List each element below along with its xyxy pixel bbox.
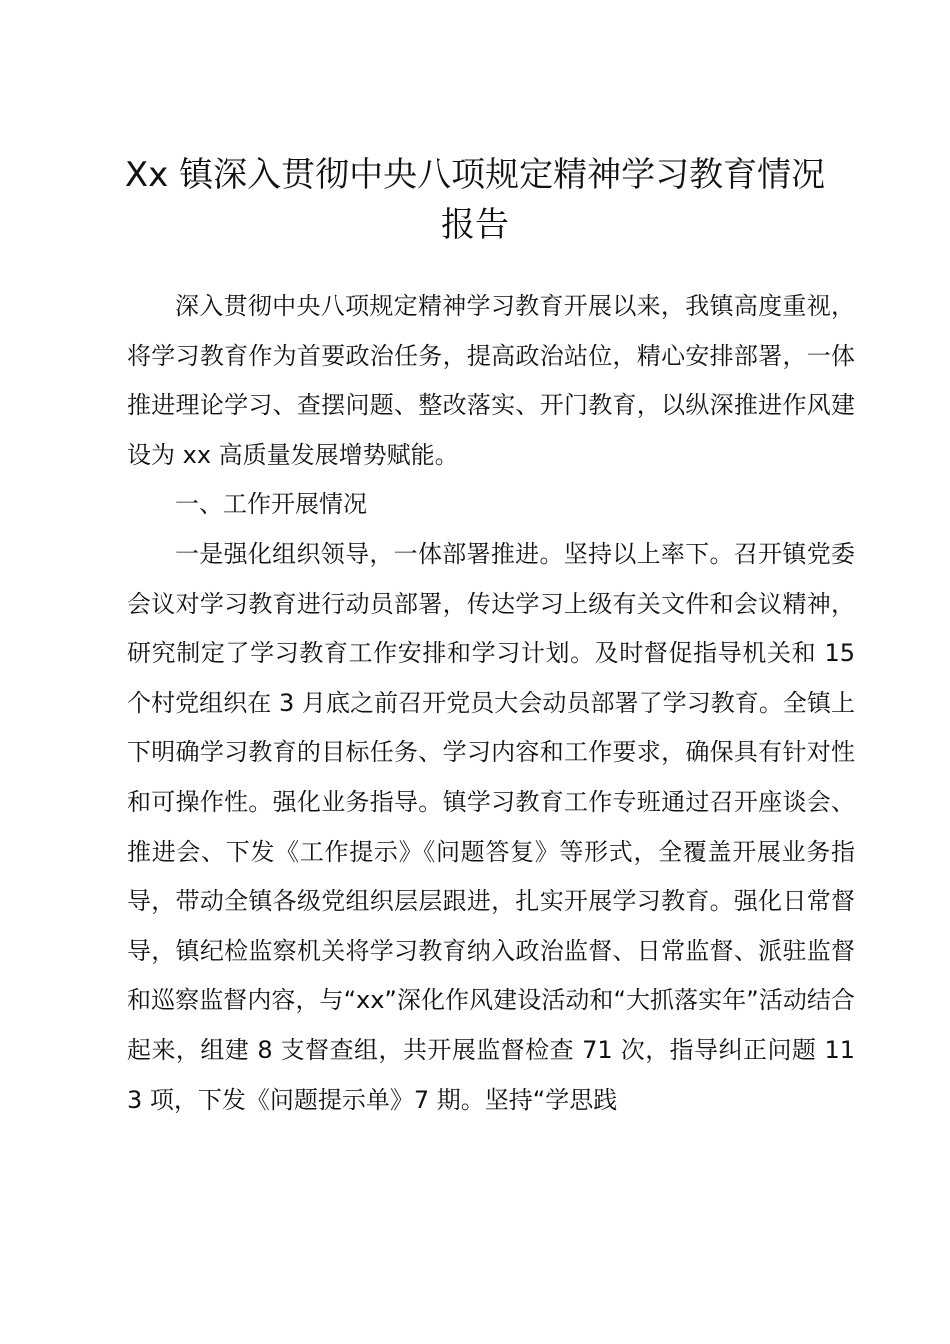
body-paragraph: 一是强化组织领导，一体部署推进。坚持以上率下。召开镇党委会议对学习教育进行动员部署，传达学习上级有关文件和会议精神，研究制定了学习教育工作安排和学习计划。及时督促指导机关和 15 个村党组织在 3 月底之前召开党员大会动员部署了学习教育。全镇上下明确学习教育的目标任务、学习内容和工作要求，确保具有针对性和可操作性。强化业务指导。镇学习教育工作专班通过召开座谈会、推进会、下发《工作提示》《问题答复》等形式，全覆盖开展业务指导，带动全镇各级党组织层层跟进，扎实开展学习教育。强化日常督导，镇纪检监察机关将学习教育纳入政治监督、日常监督、派驻监督和巡察监督内容，与“xx”深化作风建设活动和“大抓落实年”活动结合起来，组建 8 支督查组，共开展监督检查 71 次，指导纠正问题 113 项，下发《问题提示单》7 期。坚持“学思践: [127, 539, 855, 1114]
section-heading: 一、工作开展情况: [175, 490, 367, 519]
intro-paragraph: 深入贯彻中央八项规定精神学习教育开展以来，我镇高度重视，将学习教育作为首要政治任务，提高政治站位，精心安排部署，一体推进理论学习、查摆问题、整改落实、开门教育，以纵深推进作风建设为 xx 高质量发展增势赋能。: [127, 292, 855, 469]
document-body: [127, 282, 855, 1125]
document-title: Xx 镇深入贯彻中央八项规定精神学习教育情况报告: [124, 155, 826, 245]
